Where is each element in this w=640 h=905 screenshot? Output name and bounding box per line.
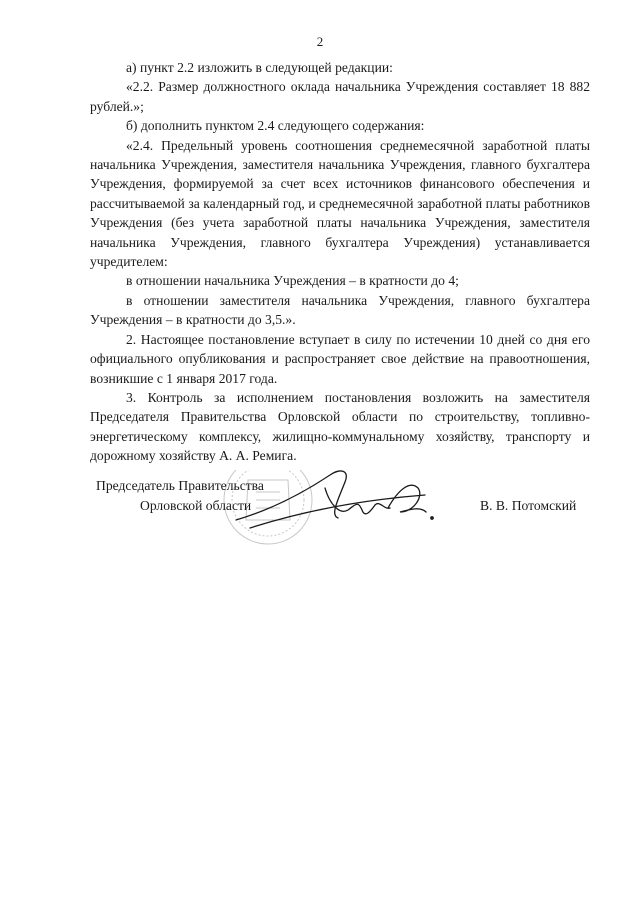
paragraph-clause-2-4: «2.4. Предельный уровень соотношения среднемесячной заработной платы начальника Учреждения, заместителя начальника Учреждения, главного бухгалтера Учреждения, формируемой за счет всех источников финансового обеспечения и рассчитываемой за календарный год, и среднемесячной заработной платы работников Учреждения (без учета заработной платы начальника Учреждения, заместителя начальника Учреждения, главного бухгалтера Учреждения) устанавливается учредителем:	[90, 137, 590, 270]
paragraph-item-b: б) дополнить пунктом 2.4 следующего содержания:	[126, 118, 425, 134]
document-body	[90, 58, 590, 466]
paragraph-item-a: а) пункт 2.2 изложить в следующей редакции:	[126, 60, 393, 75]
paragraph-effective-date: 2. Настоящее постановление вступает в силу по истечении 10 дней со дня его официального опубликования и распространяет свое действие на правоотношения, возникшие с 1 января 2017 года.	[90, 331, 590, 386]
signer-title-line1: Председатель Правительства	[96, 478, 264, 493]
paragraph-ratio-head: в отношении начальника Учреждения – в кратности до 4;	[126, 273, 459, 289]
paragraph-control: 3. Контроль за исполнением постановления возложить на заместителя Председателя Правительства Орловской области по строительству, топливно-энергетическому комплексу, жилищно-коммунальному хозяйству, транспорту и дорожному хозяйству А. А. Ремига.	[90, 389, 590, 464]
signer-title-line2: Орловской области	[140, 498, 252, 513]
paragraph-clause-2-2: «2.2. Размер должностного оклада начальника Учреждения составляет 18 882 рублей.»;	[90, 79, 590, 114]
paragraph-ratio-deputy: в отношении заместителя начальника Учреждения, главного бухгалтера Учреждения – в кратности до 3,5.».	[90, 292, 590, 328]
signer-name: В. В. Потомский	[480, 498, 577, 513]
page-number: 2	[316, 34, 324, 49]
signature-block	[0, 470, 640, 550]
